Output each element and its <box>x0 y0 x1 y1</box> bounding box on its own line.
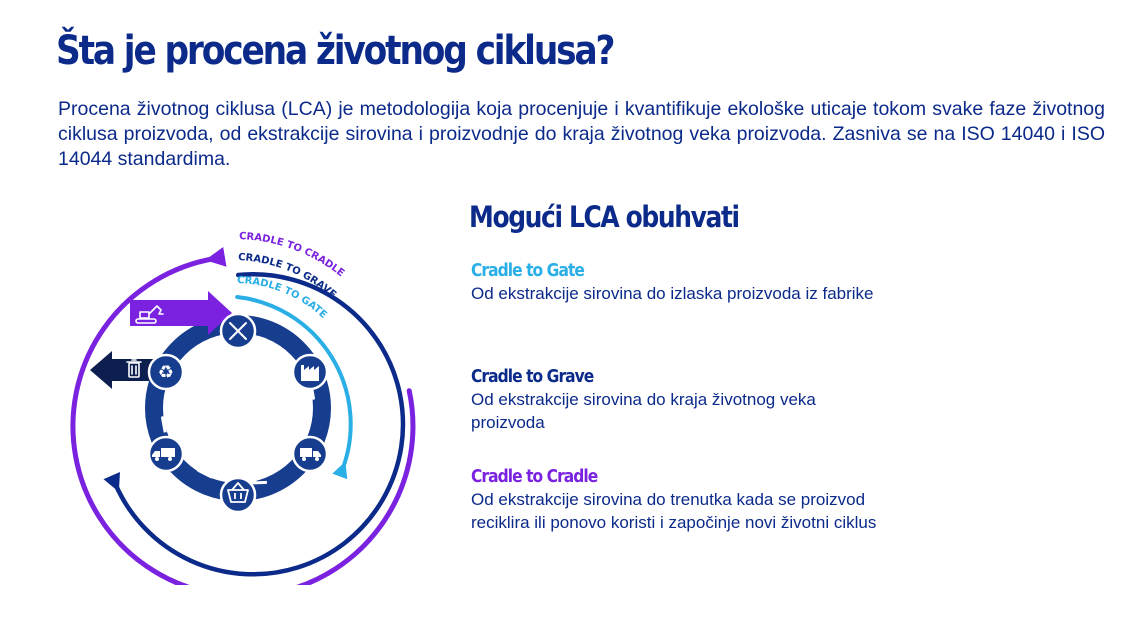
lca-cycle-diagram <box>70 225 420 585</box>
scopes-heading: Mogući LCA obuhvati <box>469 200 739 234</box>
scope-cradle-to-cradle <box>471 466 891 534</box>
scope-title: Cradle to Cradle <box>471 466 598 487</box>
scope-cradle-to-gate <box>471 260 891 305</box>
recycle-icon: ♻ <box>157 362 175 383</box>
cradle-to-cradle-label: CRADLE TO CRADLE <box>238 230 347 280</box>
scope-description: Od ekstrakcije sirovina do trenutka kada se proizvod reciklira ili ponovo koristi i započinje novi životni ciklus <box>471 490 877 532</box>
scope-title: Cradle to Gate <box>471 260 584 281</box>
page-title: Šta je procena životnog ciklusa? <box>56 28 614 74</box>
cradle-to-gate-label: CRADLE TO GATE <box>236 274 329 321</box>
scope-description: Od ekstrakcije sirovina do kraja životnog veka proizvoda <box>471 390 816 432</box>
ring-chevron <box>252 473 267 483</box>
cradle-to-grave-label: CRADLE TO GRAVE <box>237 251 338 301</box>
cradle-to-cradle-arc <box>73 259 413 586</box>
scope-cradle-to-grave <box>471 366 891 434</box>
ring-chevron <box>163 418 176 433</box>
scope-description: Od ekstrakcije sirovina do izlaska proizvoda iz fabrike <box>471 284 874 303</box>
scope-title: Cradle to Grave <box>471 366 594 387</box>
intro-paragraph: Procena životnog ciklusa (LCA) je metodologija koja procenjuje i kvantifikuje ekološke uticaje tokom svake faze životnog ciklusa proizvoda, od ekstrakcije sirovina i proizvodnje do kraja životnog veka proizvoda. Zasniva se na ISO 14040 i ISO 14044 standardima. <box>58 98 1105 170</box>
